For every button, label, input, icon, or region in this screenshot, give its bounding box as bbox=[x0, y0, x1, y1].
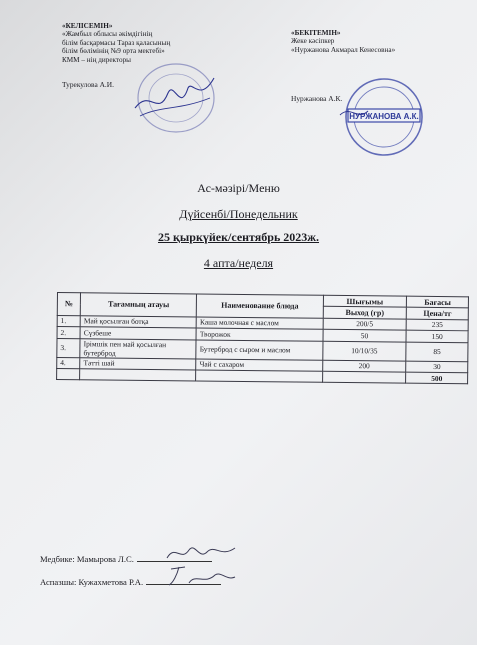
dish-yield: 10/10/35 bbox=[322, 341, 406, 361]
dish-name-ru: Творожок bbox=[196, 328, 322, 341]
day-title: Дүйсенбі/Понедельник bbox=[179, 207, 298, 221]
col-name-ru-header: Наименование блюда bbox=[197, 294, 323, 318]
dish-name-kz: Ірімшік пен май қосылған бутерброд bbox=[80, 338, 196, 358]
col-price-kz-header: Бағасы bbox=[407, 296, 469, 308]
row-num bbox=[57, 368, 80, 380]
col-yield-kz-header: Шығымы bbox=[323, 295, 407, 307]
dish-price: 30 bbox=[406, 361, 468, 373]
dish-name-ru: Каша молочная с маслом bbox=[196, 317, 322, 330]
dish-name-kz bbox=[80, 369, 196, 382]
dish-yield: 200 bbox=[322, 360, 406, 372]
dish-name-ru bbox=[196, 370, 322, 383]
row-num: 2. bbox=[57, 327, 80, 339]
date-title: 25 қыркүйек/сентябрь 2023ж. bbox=[157, 230, 320, 244]
approval-left-line: «Жамбыл облысы әкімдігінің bbox=[62, 30, 153, 39]
row-num: 4. bbox=[57, 357, 80, 369]
approval-left-line: КММ – нің директоры bbox=[62, 55, 131, 64]
row-num: 1. bbox=[57, 315, 80, 327]
dish-name-ru: Чай с сахаром bbox=[196, 359, 322, 372]
col-num-header: № bbox=[57, 293, 80, 316]
dish-yield: 50 bbox=[323, 329, 407, 341]
menu-title: Ас-мәзірі/Меню bbox=[197, 181, 280, 195]
dish-name-ru: Бутерброд с сыром и маслом bbox=[196, 340, 322, 360]
dish-yield bbox=[322, 371, 406, 383]
entrepreneur-stamp bbox=[338, 75, 430, 160]
dish-name-kz: Сүзбеше bbox=[80, 327, 196, 340]
approval-right-signatory: Нуржанова А.К. bbox=[291, 94, 343, 103]
table-header-row bbox=[57, 293, 468, 309]
col-name-kz-header: Тағамның атауы bbox=[80, 293, 196, 317]
approval-left-signatory: Турекулова А.И. bbox=[62, 80, 114, 89]
col-yield-ru-header: Выход (гр) bbox=[323, 307, 407, 319]
dish-name-kz: Май қосылған ботқа bbox=[80, 316, 196, 329]
total-price: 500 bbox=[406, 372, 468, 384]
approval-block-right bbox=[291, 29, 461, 54]
approval-right-line: «Нуржанова Акмарал Кенесовна» bbox=[291, 45, 396, 54]
cook-label: Аспазшы: Кужахметова Р.А. bbox=[40, 577, 144, 587]
director-signature-stamp bbox=[130, 58, 218, 136]
dish-price: 235 bbox=[406, 319, 468, 331]
dish-price: 85 bbox=[406, 342, 468, 362]
menu-table bbox=[56, 292, 469, 385]
approval-right-line: Жеке кәсіпкер bbox=[291, 37, 335, 46]
col-price-ru-header: Цена/тг bbox=[407, 308, 469, 320]
cook-signature bbox=[165, 563, 237, 589]
nurse-label: Медбике: Мамырова Л.С. bbox=[40, 554, 134, 564]
approval-left-line: білім бөлімінің №9 орта мектебі» bbox=[62, 47, 165, 56]
dish-name-kz: Тәтті шай bbox=[80, 357, 196, 370]
week-title: 4 апта/неделя bbox=[203, 256, 274, 270]
approval-left-title: «КЕЛІСЕМІН» bbox=[62, 22, 113, 30]
dish-yield: 200/5 bbox=[323, 318, 407, 330]
stamp-text: НУРЖАНОВА А.К. bbox=[349, 112, 419, 121]
dish-price: 150 bbox=[406, 330, 468, 342]
approval-right-title: «БЕКІТЕМІН» bbox=[291, 29, 341, 37]
row-num: 3. bbox=[57, 338, 80, 357]
approval-left-line: білім басқармасы Тараз қаласының bbox=[62, 38, 171, 47]
